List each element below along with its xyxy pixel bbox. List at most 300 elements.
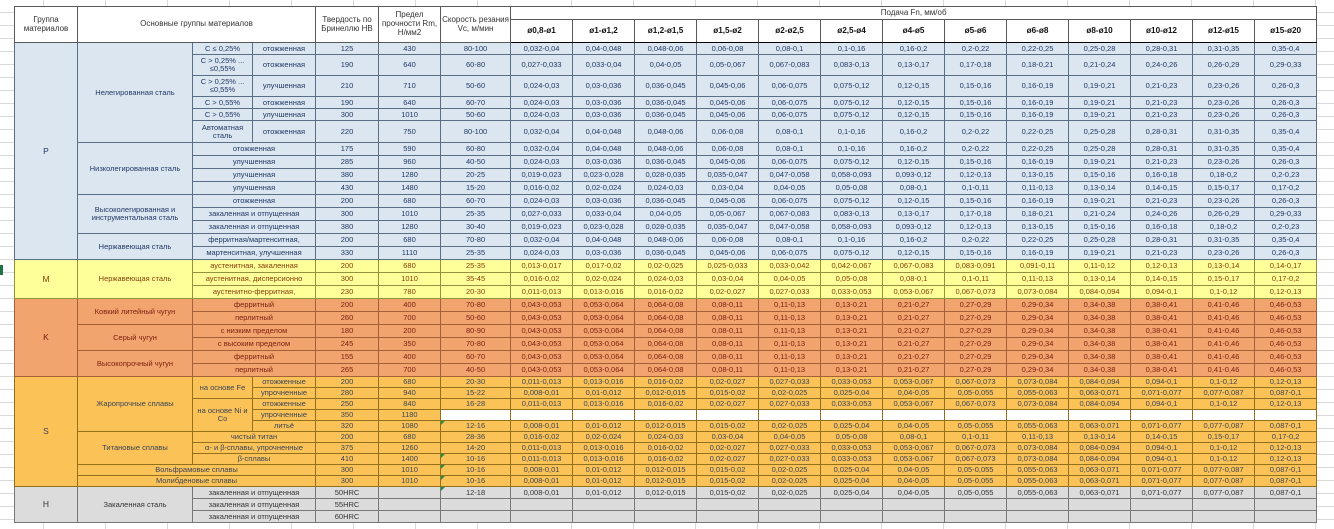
feed-value-cell[interactable]: 0,13-0,21 xyxy=(821,338,883,351)
feed-value-cell[interactable]: 0,073-0,084 xyxy=(1007,377,1069,388)
feed-value-cell[interactable]: 0,013-0,016 xyxy=(573,399,635,410)
strength-cell[interactable]: 1010 xyxy=(379,208,441,221)
feed-value-cell[interactable]: 0,058-0,093 xyxy=(821,221,883,234)
feed-value-cell[interactable]: 0,26-0,3 xyxy=(1255,76,1317,97)
feed-value-cell[interactable]: 0,024-0,03 xyxy=(635,432,697,443)
feed-value-cell[interactable]: 0,13-0,15 xyxy=(1007,221,1069,234)
feed-value-cell[interactable]: 0,14-0,15 xyxy=(1131,273,1193,286)
feed-value-cell[interactable]: 0,13-0,14 xyxy=(1069,273,1131,286)
feed-value-cell[interactable]: 0,12-0,13 xyxy=(945,221,1007,234)
feed-value-cell[interactable]: 0,063-0,071 xyxy=(1069,487,1131,499)
feed-value-cell[interactable]: 0,067-0,073 xyxy=(945,443,1007,454)
feed-value-cell[interactable]: 0,083-0,13 xyxy=(821,55,883,76)
feed-value-cell[interactable]: 0,024-0,03 xyxy=(511,97,573,109)
feed-diameter-header[interactable]: ø10-ø12 xyxy=(1131,20,1193,43)
feed-value-cell[interactable]: 0,053-0,067 xyxy=(883,286,945,299)
feed-value-cell[interactable]: 0,03-0,036 xyxy=(573,195,635,208)
hardness-cell[interactable]: 245 xyxy=(316,338,379,351)
treatment-cell[interactable]: чистый титан xyxy=(193,432,316,443)
feed-value-cell[interactable]: 0,047-0,058 xyxy=(759,169,821,182)
feed-value-cell[interactable]: 0,05-0,08 xyxy=(821,273,883,286)
feed-value-cell[interactable]: 0,35-0,4 xyxy=(1255,143,1317,156)
feed-value-cell[interactable]: 0,11-0,12 xyxy=(1069,260,1131,273)
feed-value-cell[interactable]: 0,008-0,01 xyxy=(511,487,573,499)
feed-value-cell[interactable]: 0,41-0,46 xyxy=(1193,351,1255,364)
feed-value-cell[interactable]: 0,35-0,4 xyxy=(1255,121,1317,143)
feed-value-cell[interactable]: 0,12-0,15 xyxy=(883,76,945,97)
feed-value-cell[interactable]: 0,08-0,1 xyxy=(883,182,945,195)
feed-value-cell[interactable]: 0,21-0,27 xyxy=(883,312,945,325)
cutting-speed-cell[interactable] xyxy=(441,499,511,511)
feed-value-cell[interactable] xyxy=(697,499,759,511)
feed-value-cell[interactable]: 0,016-0,02 xyxy=(635,454,697,465)
feed-value-cell[interactable]: 0,08-0,1 xyxy=(759,43,821,55)
treatment-cell[interactable]: закаленная и отпущенная xyxy=(193,208,316,221)
feed-value-cell[interactable]: 0,29-0,34 xyxy=(1007,325,1069,338)
feed-value-cell[interactable]: 0,05-0,067 xyxy=(697,55,759,76)
feed-value-cell[interactable]: 0,26-0,3 xyxy=(1255,195,1317,208)
treatment-cell[interactable]: отожженная xyxy=(253,97,316,109)
strength-cell[interactable]: 400 xyxy=(379,299,441,312)
feed-value-cell[interactable]: 0,08-0,1 xyxy=(759,234,821,247)
header-cutting-speed[interactable]: Скорость резания Vc, м/мин xyxy=(441,7,511,43)
strength-cell[interactable]: 960 xyxy=(379,156,441,169)
feed-value-cell[interactable]: 0,043-0,053 xyxy=(511,325,573,338)
hardness-cell[interactable]: 200 xyxy=(316,377,379,388)
strength-cell[interactable]: 640 xyxy=(379,55,441,76)
hardness-cell[interactable]: 300 xyxy=(316,109,379,121)
feed-value-cell[interactable]: 0,043-0,053 xyxy=(511,338,573,351)
strength-cell[interactable]: 700 xyxy=(379,312,441,325)
feed-value-cell[interactable] xyxy=(1007,511,1069,523)
feed-value-cell[interactable]: 0,03-0,04 xyxy=(697,182,759,195)
feed-value-cell[interactable]: 0,087-0,1 xyxy=(1255,487,1317,499)
feed-value-cell[interactable]: 0,22-0,25 xyxy=(1007,143,1069,156)
feed-value-cell[interactable]: 0,15-0,16 xyxy=(945,247,1007,260)
feed-value-cell[interactable]: 0,12-0,13 xyxy=(945,169,1007,182)
feed-value-cell[interactable]: 0,043-0,053 xyxy=(511,299,573,312)
strength-cell[interactable]: 940 xyxy=(379,388,441,399)
material-subgroup-cell[interactable]: C > 0,55% xyxy=(193,97,253,109)
treatment-cell[interactable]: закаленная и отпущенная xyxy=(193,511,316,523)
feed-value-cell[interactable]: 0,16-0,19 xyxy=(1007,97,1069,109)
feed-value-cell[interactable] xyxy=(1069,499,1131,511)
feed-value-cell[interactable]: 0,033-0,053 xyxy=(821,454,883,465)
feed-value-cell[interactable]: 0,045-0,06 xyxy=(697,76,759,97)
feed-value-cell[interactable]: 0,019-0,023 xyxy=(511,221,573,234)
feed-value-cell[interactable]: 0,06-0,08 xyxy=(697,121,759,143)
feed-value-cell[interactable]: 0,011-0,013 xyxy=(511,454,573,465)
feed-value-cell[interactable]: 0,084-0,094 xyxy=(1069,443,1131,454)
feed-value-cell[interactable]: 0,024-0,03 xyxy=(511,109,573,121)
feed-value-cell[interactable]: 0,06-0,075 xyxy=(759,109,821,121)
feed-value-cell[interactable]: 0,035-0,047 xyxy=(697,169,759,182)
feed-value-cell[interactable]: 0,016-0,02 xyxy=(511,432,573,443)
hardness-cell[interactable]: 55HRC xyxy=(316,499,379,511)
feed-value-cell[interactable]: 0,013-0,016 xyxy=(573,286,635,299)
feed-value-cell[interactable]: 0,46-0,53 xyxy=(1255,351,1317,364)
material-group-name-cell[interactable]: Ковкий литейный чугун xyxy=(78,299,193,325)
feed-value-cell[interactable] xyxy=(635,511,697,523)
feed-value-cell[interactable]: 0,087-0,1 xyxy=(1255,388,1317,399)
feed-value-cell[interactable]: 0,16-0,19 xyxy=(1007,247,1069,260)
treatment-cell[interactable]: аустенитная, дисперсионно xyxy=(193,273,316,286)
feed-value-cell[interactable]: 0,21-0,23 xyxy=(1131,156,1193,169)
feed-value-cell[interactable]: 0,033-0,04 xyxy=(573,208,635,221)
material-subgroup-cell[interactable]: C > 0,25% ... ≤0,55% xyxy=(193,76,253,97)
feed-value-cell[interactable]: 0,02-0,025 xyxy=(759,388,821,399)
hardness-cell[interactable]: 320 xyxy=(316,421,379,432)
hardness-cell[interactable]: 265 xyxy=(316,364,379,377)
feed-value-cell[interactable]: 0,12-0,13 xyxy=(1255,377,1317,388)
feed-diameter-header[interactable]: ø8-ø10 xyxy=(1069,20,1131,43)
feed-value-cell[interactable]: 0,077-0,087 xyxy=(1193,487,1255,499)
feed-value-cell[interactable]: 0,23-0,26 xyxy=(1193,76,1255,97)
treatment-cell[interactable]: с низким пределом xyxy=(193,325,316,338)
feed-value-cell[interactable]: 0,11-0,13 xyxy=(759,312,821,325)
feed-value-cell[interactable]: 0,042-0,067 xyxy=(821,260,883,273)
feed-value-cell[interactable]: 0,028-0,035 xyxy=(635,221,697,234)
feed-value-cell[interactable]: 0,2-0,22 xyxy=(945,234,1007,247)
feed-value-cell[interactable]: 0,011-0,013 xyxy=(511,443,573,454)
strength-cell[interactable]: 590 xyxy=(379,143,441,156)
cutting-speed-cell[interactable]: 12-18 xyxy=(441,487,511,499)
material-group-name-cell[interactable]: Нержавеющая сталь xyxy=(78,260,193,299)
feed-value-cell[interactable]: 0,094-0,1 xyxy=(1131,377,1193,388)
feed-value-cell[interactable]: 0,05-0,055 xyxy=(945,421,1007,432)
feed-value-cell[interactable]: 0,11-0,13 xyxy=(759,364,821,377)
treatment-cell[interactable]: β-сплавы xyxy=(193,454,316,465)
feed-value-cell[interactable]: 0,23-0,26 xyxy=(1193,195,1255,208)
cutting-speed-cell[interactable]: 20-30 xyxy=(441,377,511,388)
feed-value-cell[interactable]: 0,15-0,16 xyxy=(945,97,1007,109)
feed-value-cell[interactable]: 0,21-0,24 xyxy=(1069,208,1131,221)
feed-value-cell[interactable]: 0,071-0,077 xyxy=(1131,476,1193,487)
feed-value-cell[interactable]: 0,024-0,03 xyxy=(511,76,573,97)
feed-value-cell[interactable]: 0,027-0,033 xyxy=(759,377,821,388)
feed-value-cell[interactable]: 0,025-0,033 xyxy=(697,260,759,273)
material-group-name-cell[interactable]: Жаропрочные сплавы xyxy=(78,377,193,432)
feed-value-cell[interactable]: 0,023-0,028 xyxy=(573,221,635,234)
treatment-cell[interactable]: мартенситная, улучшенная xyxy=(193,247,316,260)
feed-value-cell[interactable]: 0,025-0,04 xyxy=(821,388,883,399)
strength-cell[interactable] xyxy=(379,499,441,511)
feed-value-cell[interactable]: 0,012-0,015 xyxy=(635,476,697,487)
feed-value-cell[interactable]: 0,033-0,042 xyxy=(759,260,821,273)
treatment-cell[interactable]: улучшенная xyxy=(193,156,316,169)
feed-value-cell[interactable] xyxy=(1131,499,1193,511)
strength-cell[interactable]: 680 xyxy=(379,377,441,388)
feed-value-cell[interactable]: 0,08-0,11 xyxy=(697,299,759,312)
feed-value-cell[interactable]: 0,13-0,21 xyxy=(821,312,883,325)
feed-value-cell[interactable]: 0,31-0,35 xyxy=(1193,43,1255,55)
feed-value-cell[interactable] xyxy=(945,499,1007,511)
feed-value-cell[interactable]: 0,053-0,064 xyxy=(573,299,635,312)
feed-value-cell[interactable]: 0,067-0,073 xyxy=(945,377,1007,388)
hardness-cell[interactable]: 60HRC xyxy=(316,511,379,523)
feed-value-cell[interactable]: 0,048-0,06 xyxy=(635,234,697,247)
feed-value-cell[interactable]: 0,04-0,05 xyxy=(759,182,821,195)
treatment-cell[interactable]: отожженная xyxy=(253,55,316,76)
feed-value-cell[interactable] xyxy=(1193,499,1255,511)
feed-value-cell[interactable]: 0,19-0,21 xyxy=(1069,156,1131,169)
feed-value-cell[interactable]: 0,29-0,34 xyxy=(1007,364,1069,377)
feed-value-cell[interactable]: 0,01-0,012 xyxy=(573,421,635,432)
feed-value-cell[interactable] xyxy=(697,511,759,523)
feed-value-cell[interactable]: 0,036-0,045 xyxy=(635,156,697,169)
feed-value-cell[interactable]: 0,084-0,094 xyxy=(1069,286,1131,299)
feed-value-cell[interactable]: 0,12-0,13 xyxy=(1255,454,1317,465)
feed-value-cell[interactable]: 0,19-0,21 xyxy=(1069,97,1131,109)
feed-value-cell[interactable]: 0,15-0,17 xyxy=(1193,432,1255,443)
strength-cell[interactable]: 710 xyxy=(379,76,441,97)
feed-value-cell[interactable]: 0,087-0,1 xyxy=(1255,421,1317,432)
feed-value-cell[interactable]: 0,19-0,21 xyxy=(1069,247,1131,260)
feed-value-cell[interactable]: 0,04-0,05 xyxy=(883,421,945,432)
feed-value-cell[interactable]: 0,011-0,013 xyxy=(511,286,573,299)
feed-value-cell[interactable] xyxy=(573,410,635,421)
cutting-speed-cell[interactable]: 15-20 xyxy=(441,182,511,195)
feed-value-cell[interactable]: 0,12-0,15 xyxy=(883,156,945,169)
treatment-cell[interactable]: закаленная и отпущенная xyxy=(193,487,316,499)
feed-diameter-header[interactable]: ø1,2-ø1,5 xyxy=(635,20,697,43)
feed-value-cell[interactable]: 0,036-0,045 xyxy=(635,247,697,260)
feed-value-cell[interactable]: 0,17-0,2 xyxy=(1255,432,1317,443)
feed-value-cell[interactable]: 0,036-0,045 xyxy=(635,109,697,121)
feed-value-cell[interactable]: 0,13-0,21 xyxy=(821,299,883,312)
hardness-cell[interactable]: 380 xyxy=(316,169,379,182)
feed-value-cell[interactable]: 0,053-0,067 xyxy=(883,399,945,410)
feed-value-cell[interactable]: 0,16-0,19 xyxy=(1007,76,1069,97)
cutting-speed-cell[interactable]: 80-90 xyxy=(441,325,511,338)
feed-value-cell[interactable]: 0,15-0,16 xyxy=(945,195,1007,208)
feed-value-cell[interactable]: 0,04-0,048 xyxy=(573,234,635,247)
feed-value-cell[interactable]: 0,12-0,15 xyxy=(883,109,945,121)
feed-value-cell[interactable]: 0,048-0,06 xyxy=(635,121,697,143)
feed-value-cell[interactable]: 0,027-0,033 xyxy=(511,55,573,76)
feed-value-cell[interactable]: 0,41-0,46 xyxy=(1193,299,1255,312)
feed-value-cell[interactable]: 0,084-0,094 xyxy=(1069,399,1131,410)
strength-cell[interactable]: 640 xyxy=(379,97,441,109)
feed-value-cell[interactable]: 0,073-0,084 xyxy=(1007,286,1069,299)
hardness-cell[interactable]: 210 xyxy=(316,76,379,97)
feed-value-cell[interactable]: 0,12-0,15 xyxy=(883,247,945,260)
feed-value-cell[interactable]: 0,036-0,045 xyxy=(635,97,697,109)
feed-value-cell[interactable]: 0,04-0,05 xyxy=(883,465,945,476)
strength-cell[interactable]: 1110 xyxy=(379,247,441,260)
feed-value-cell[interactable]: 0,064-0,08 xyxy=(635,325,697,338)
feed-diameter-header[interactable]: ø0,8-ø1 xyxy=(511,20,573,43)
feed-value-cell[interactable]: 0,04-0,05 xyxy=(883,476,945,487)
feed-value-cell[interactable]: 0,013-0,016 xyxy=(573,443,635,454)
feed-value-cell[interactable]: 0,024-0,03 xyxy=(511,247,573,260)
hardness-cell[interactable]: 285 xyxy=(316,156,379,169)
feed-value-cell[interactable]: 0,016-0,02 xyxy=(511,273,573,286)
feed-value-cell[interactable]: 0,027-0,033 xyxy=(511,208,573,221)
hardness-cell[interactable]: 380 xyxy=(316,221,379,234)
feed-value-cell[interactable]: 0,075-0,12 xyxy=(821,247,883,260)
feed-value-cell[interactable]: 0,075-0,12 xyxy=(821,76,883,97)
feed-value-cell[interactable]: 0,048-0,06 xyxy=(635,43,697,55)
strength-cell[interactable]: 200 xyxy=(379,325,441,338)
feed-value-cell[interactable]: 0,15-0,17 xyxy=(1193,273,1255,286)
feed-value-cell[interactable]: 0,094-0,1 xyxy=(1131,399,1193,410)
feed-value-cell[interactable]: 0,047-0,058 xyxy=(759,221,821,234)
material-subgroup-cell[interactable]: C > 0,55% xyxy=(193,109,253,121)
feed-value-cell[interactable]: 0,2-0,22 xyxy=(945,121,1007,143)
feed-value-cell[interactable]: 0,073-0,084 xyxy=(1007,454,1069,465)
feed-value-cell[interactable]: 0,03-0,04 xyxy=(697,432,759,443)
feed-value-cell[interactable]: 0,053-0,064 xyxy=(573,364,635,377)
hardness-cell[interactable]: 430 xyxy=(316,182,379,195)
strength-cell[interactable]: 1180 xyxy=(379,410,441,421)
feed-value-cell[interactable]: 0,011-0,013 xyxy=(511,399,573,410)
feed-value-cell[interactable]: 0,34-0,38 xyxy=(1069,299,1131,312)
feed-value-cell[interactable]: 0,25-0,28 xyxy=(1069,143,1131,156)
feed-value-cell[interactable]: 0,027-0,033 xyxy=(759,286,821,299)
feed-value-cell[interactable]: 0,087-0,1 xyxy=(1255,476,1317,487)
feed-value-cell[interactable]: 0,033-0,04 xyxy=(573,55,635,76)
feed-value-cell[interactable]: 0,013-0,016 xyxy=(573,454,635,465)
strength-cell[interactable] xyxy=(379,487,441,499)
feed-value-cell[interactable]: 0,21-0,27 xyxy=(883,299,945,312)
feed-value-cell[interactable]: 0,41-0,46 xyxy=(1193,325,1255,338)
feed-value-cell[interactable]: 0,08-0,1 xyxy=(759,121,821,143)
feed-value-cell[interactable]: 0,38-0,41 xyxy=(1131,338,1193,351)
feed-value-cell[interactable]: 0,075-0,12 xyxy=(821,195,883,208)
feed-value-cell[interactable]: 0,19-0,21 xyxy=(1069,76,1131,97)
feed-value-cell[interactable]: 0,016-0,02 xyxy=(635,399,697,410)
feed-value-cell[interactable]: 0,29-0,33 xyxy=(1255,55,1317,76)
feed-diameter-header[interactable]: ø1-ø1,2 xyxy=(573,20,635,43)
feed-value-cell[interactable]: 0,008-0,01 xyxy=(511,388,573,399)
feed-value-cell[interactable]: 0,21-0,24 xyxy=(1069,55,1131,76)
feed-value-cell[interactable] xyxy=(1007,499,1069,511)
feed-diameter-header[interactable]: ø4-ø5 xyxy=(883,20,945,43)
cutting-speed-cell[interactable]: 30-40 xyxy=(441,221,511,234)
feed-value-cell[interactable]: 0,025-0,04 xyxy=(821,421,883,432)
hardness-cell[interactable]: 250 xyxy=(316,399,379,410)
treatment-cell[interactable]: аустенитная, закаленная xyxy=(193,260,316,273)
feed-value-cell[interactable]: 0,02-0,025 xyxy=(759,465,821,476)
feed-value-cell[interactable]: 0,06-0,08 xyxy=(697,143,759,156)
feed-value-cell[interactable]: 0,05-0,055 xyxy=(945,465,1007,476)
strength-cell[interactable]: 700 xyxy=(379,364,441,377)
feed-value-cell[interactable]: 0,46-0,53 xyxy=(1255,364,1317,377)
feed-value-cell[interactable]: 0,035-0,047 xyxy=(697,221,759,234)
feed-value-cell[interactable]: 0,08-0,11 xyxy=(697,312,759,325)
hardness-cell[interactable]: 260 xyxy=(316,312,379,325)
feed-value-cell[interactable]: 0,015-0,02 xyxy=(697,476,759,487)
feed-value-cell[interactable]: 0,04-0,05 xyxy=(883,487,945,499)
feed-value-cell[interactable]: 0,27-0,29 xyxy=(945,364,1007,377)
feed-value-cell[interactable]: 0,11-0,13 xyxy=(1007,432,1069,443)
feed-value-cell[interactable]: 0,019-0,023 xyxy=(511,169,573,182)
feed-value-cell[interactable]: 0,15-0,16 xyxy=(945,109,1007,121)
feed-value-cell[interactable]: 0,077-0,087 xyxy=(1193,476,1255,487)
feed-value-cell[interactable]: 0,38-0,41 xyxy=(1131,351,1193,364)
feed-value-cell[interactable]: 0,15-0,16 xyxy=(1069,169,1131,182)
feed-value-cell[interactable]: 0,17-0,18 xyxy=(945,55,1007,76)
feed-value-cell[interactable]: 0,34-0,38 xyxy=(1069,364,1131,377)
feed-value-cell[interactable]: 0,08-0,1 xyxy=(883,432,945,443)
feed-value-cell[interactable]: 0,04-0,05 xyxy=(635,208,697,221)
feed-value-cell[interactable]: 0,03-0,036 xyxy=(573,97,635,109)
feed-value-cell[interactable]: 0,1-0,12 xyxy=(1193,399,1255,410)
feed-value-cell[interactable]: 0,19-0,21 xyxy=(1069,195,1131,208)
feed-value-cell[interactable]: 0,27-0,29 xyxy=(945,312,1007,325)
treatment-cell[interactable]: перлитный xyxy=(193,364,316,377)
feed-value-cell[interactable]: 0,055-0,063 xyxy=(1007,476,1069,487)
feed-value-cell[interactable]: 0,13-0,14 xyxy=(1193,260,1255,273)
feed-value-cell[interactable] xyxy=(821,410,883,421)
treatment-cell[interactable]: улучшенная xyxy=(253,109,316,121)
strength-cell[interactable]: 680 xyxy=(379,432,441,443)
cutting-speed-cell[interactable]: 50-60 xyxy=(441,109,511,121)
feed-value-cell[interactable]: 0,46-0,53 xyxy=(1255,299,1317,312)
feed-value-cell[interactable]: 0,1-0,11 xyxy=(945,273,1007,286)
header-hardness[interactable]: Твердость по Бринеллю HB xyxy=(316,7,379,43)
feed-value-cell[interactable]: 0,13-0,17 xyxy=(883,208,945,221)
feed-value-cell[interactable]: 0,053-0,064 xyxy=(573,351,635,364)
treatment-cell[interactable]: улучшенная xyxy=(193,182,316,195)
feed-value-cell[interactable]: 0,28-0,31 xyxy=(1131,121,1193,143)
feed-value-cell[interactable]: 0,18-0,2 xyxy=(1193,169,1255,182)
feed-value-cell[interactable]: 0,13-0,21 xyxy=(821,364,883,377)
feed-value-cell[interactable]: 0,41-0,46 xyxy=(1193,364,1255,377)
treatment-cell[interactable]: ферритный xyxy=(193,351,316,364)
feed-value-cell[interactable]: 0,1-0,11 xyxy=(945,182,1007,195)
feed-value-cell[interactable]: 0,03-0,04 xyxy=(697,273,759,286)
cutting-speed-cell[interactable]: 50-60 xyxy=(441,312,511,325)
feed-value-cell[interactable]: 0,11-0,13 xyxy=(1007,182,1069,195)
feed-value-cell[interactable]: 0,036-0,045 xyxy=(635,195,697,208)
material-group-letter-cell[interactable]: H xyxy=(15,487,78,523)
feed-value-cell[interactable]: 0,34-0,38 xyxy=(1069,338,1131,351)
feed-value-cell[interactable]: 0,045-0,06 xyxy=(697,156,759,169)
feed-value-cell[interactable]: 0,05-0,08 xyxy=(821,182,883,195)
cutting-speed-cell[interactable]: 80-100 xyxy=(441,43,511,55)
feed-value-cell[interactable] xyxy=(511,499,573,511)
feed-value-cell[interactable]: 0,08-0,11 xyxy=(697,325,759,338)
hardness-cell[interactable]: 175 xyxy=(316,143,379,156)
strength-cell[interactable]: 1260 xyxy=(379,443,441,454)
treatment-cell[interactable]: отожженные xyxy=(253,399,316,410)
cutting-speed-cell[interactable]: 25-35 xyxy=(441,260,511,273)
feed-value-cell[interactable]: 0,01-0,012 xyxy=(573,476,635,487)
feed-value-cell[interactable] xyxy=(1255,511,1317,523)
feed-value-cell[interactable]: 0,41-0,46 xyxy=(1193,312,1255,325)
feed-value-cell[interactable]: 0,27-0,29 xyxy=(945,325,1007,338)
strength-cell[interactable]: 430 xyxy=(379,43,441,55)
material-group-name-cell[interactable]: Серый чугун xyxy=(78,325,193,351)
feed-value-cell[interactable]: 0,08-0,11 xyxy=(697,338,759,351)
feed-value-cell[interactable]: 0,071-0,077 xyxy=(1131,487,1193,499)
feed-value-cell[interactable]: 0,08-0,11 xyxy=(697,351,759,364)
feed-value-cell[interactable]: 0,024-0,03 xyxy=(511,195,573,208)
feed-value-cell[interactable]: 0,1-0,11 xyxy=(945,432,1007,443)
feed-value-cell[interactable]: 0,02-0,027 xyxy=(697,399,759,410)
feed-value-cell[interactable]: 0,18-0,21 xyxy=(1007,55,1069,76)
feed-value-cell[interactable]: 0,24-0,26 xyxy=(1131,208,1193,221)
feed-value-cell[interactable]: 0,2-0,23 xyxy=(1255,169,1317,182)
feed-value-cell[interactable]: 0,033-0,053 xyxy=(821,399,883,410)
feed-value-cell[interactable]: 0,094-0,1 xyxy=(1131,443,1193,454)
feed-value-cell[interactable]: 0,043-0,053 xyxy=(511,364,573,377)
feed-value-cell[interactable]: 0,04-0,048 xyxy=(573,43,635,55)
feed-value-cell[interactable]: 0,31-0,35 xyxy=(1193,234,1255,247)
feed-value-cell[interactable]: 0,01-0,012 xyxy=(573,487,635,499)
